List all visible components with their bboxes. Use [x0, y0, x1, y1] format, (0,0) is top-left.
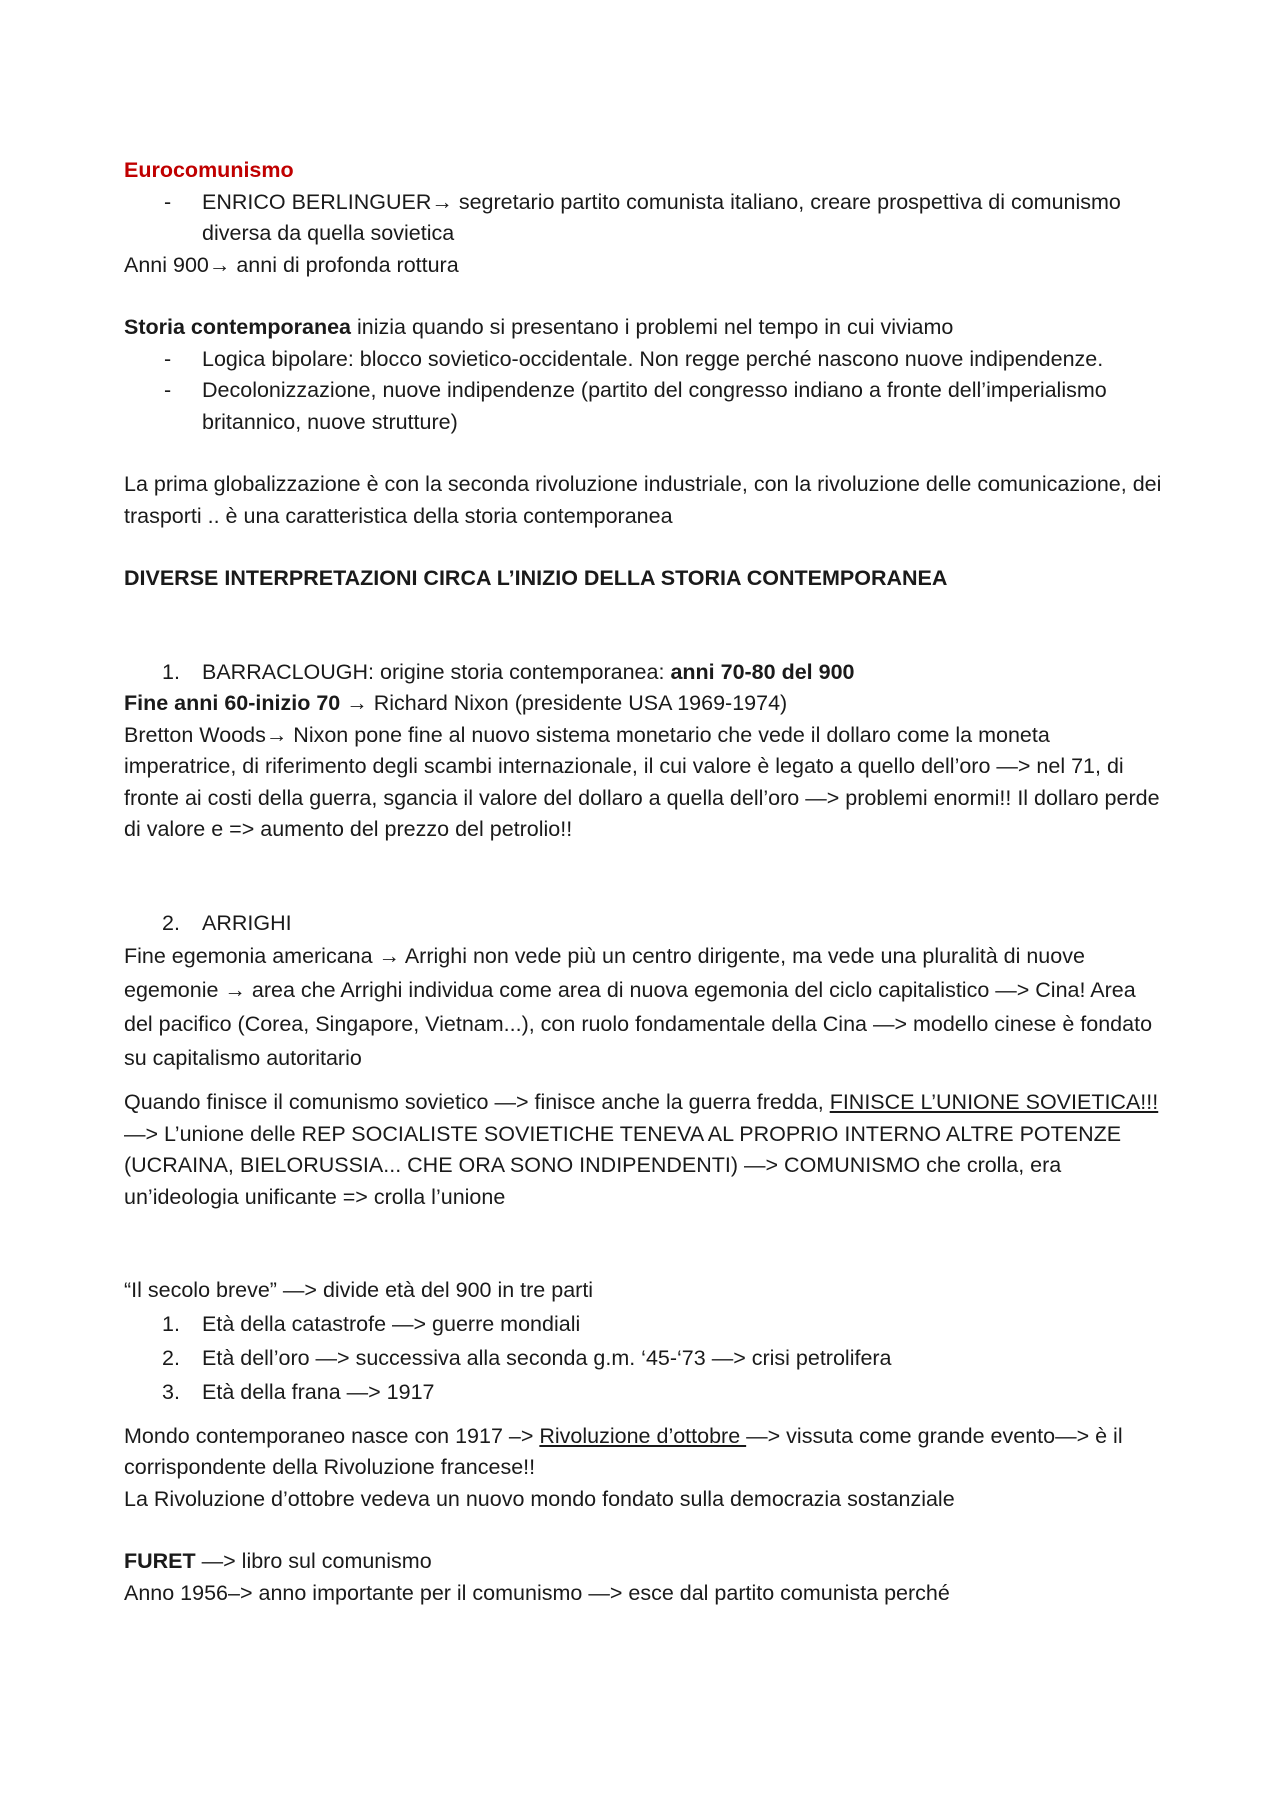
quando-pre: Quando finisce il comunismo sovietico —> finisce anche la guerra fredda,: [124, 1090, 830, 1114]
bretton-woods-paragraph: Bretton Woods→ Nixon pone fine al nuovo sistema monetario che vede il dollaro come la moneta imperatrice, di riferimento degli scambi internazionale, il cui valore è legato a quello dell’oro —> nel 71, di fronte ai costi della guerra, sgancia il valore del dollaro a quella dell’oro —> problemi enormi!! Il dollaro perde di valore e => aumento del prezzo del petrolio!!: [124, 722, 1160, 841]
heading-eurocomunismo: Eurocomunismo: [124, 158, 294, 182]
number-marker: 3.: [162, 1379, 180, 1404]
arrighi-text: ARRIGHI: [202, 910, 292, 935]
dash-marker: -: [164, 189, 172, 214]
furet-bold: FURET: [124, 1549, 196, 1573]
interpretazioni-heading: [124, 563, 1164, 595]
mondo-pre: Mondo contemporaneo nasce con 1917 –>: [124, 1423, 540, 1448]
document-body: [124, 155, 1164, 1609]
mondo-contemporaneo-paragraph: [124, 1421, 1164, 1484]
number-marker: 2.: [162, 910, 180, 935]
fine-anni-bold: Fine anni 60-inizio 70: [124, 691, 341, 715]
globalizzazione-paragraph: La prima globalizzazione è con la seconda rivoluzione industriale, con la rivoluzione delle comunicazione, dei trasporti .. è una caratteristica della storia contemporanea: [124, 472, 1162, 528]
numbered-oro: [124, 1341, 1164, 1375]
barraclough-text: BARRACLOUGH: origine storia contemporanea:: [202, 659, 671, 684]
arrighi-paragraph: Fine egemonia americana → Arrighi non vede più un centro dirigente, ma vede una pluralità di nuove egemonie → area che Arrighi individua come area di nuova egemonia del ciclo capitalistico —> Cina! Area del pacifico (Corea, Singapore, Vietnam...), con ruolo fondamentale della Cina —> modello cinese è fondato su capitalismo autoritario: [124, 944, 1153, 1070]
numbered-frana: [124, 1375, 1164, 1409]
number-marker: 1.: [162, 1311, 180, 1336]
secolo-breve-intro: “Il secolo breve” —> divide età del 900 in tre parti: [124, 1278, 594, 1302]
storia-rest: inizia quando si presentano i problemi nel tempo in cui viviamo: [351, 315, 954, 339]
dash-marker: -: [164, 378, 172, 402]
list-item-text: Età dell’oro —> successiva alla seconda g.m. ‘45-‘73 —> crisi petrolifera: [202, 1345, 892, 1370]
quando-post: —> L’unione delle REP SOCIALISTE SOVIETICHE TENEVA AL PROPRIO INTERNO ALTRE POTENZE (UCRAINA, BIELORUSSIA... CHE ORA SONO INDIPENDENTI) —> COMUNISMO che crolla, era un’ideologia unificante => crolla l’unione: [124, 1121, 1122, 1209]
fine-anni-rest: → Richard Nixon (presidente USA 1969-1974): [340, 691, 788, 715]
bullet-text: ENRICO BERLINGUER→ segretario partito comunista italiano, creare prospettiva di comunismo diversa da quella sovietica: [202, 189, 1121, 245]
fine-anni-line: [124, 688, 1164, 720]
bullet-decolonizzazione: [124, 375, 1164, 438]
numbered-barraclough: [124, 657, 1164, 689]
interpretazioni-title: DIVERSE INTERPRETAZIONI CIRCA L’INIZIO DELLA STORIA CONTEMPORANEA: [124, 566, 948, 590]
mondo-post: —> vissuta come grande evento—> è il corrispondente della Rivoluzione francese!!: [124, 1423, 1123, 1479]
rivoluzione-ottobre-line: La Rivoluzione d’ottobre vedeva un nuovo mondo fondato sulla democrazia sostanziale: [124, 1486, 955, 1511]
number-marker: 2.: [162, 1345, 180, 1370]
anni-900-line: Anni 900→ anni di profonda rottura: [124, 252, 459, 277]
dash-marker: -: [164, 346, 172, 371]
bullet-logica-bipolare: [124, 344, 1164, 376]
number-marker: 1.: [162, 659, 180, 684]
furet-rest: —> libro sul comunismo: [195, 1549, 432, 1573]
quando-finisce-paragraph: [124, 1087, 1164, 1213]
list-item-text: Età della catastrofe —> guerre mondiali: [202, 1311, 581, 1336]
bullet-text: Decolonizzazione, nuove indipendenze (partito del congresso indiano a fronte dell’imperialismo britannico, nuove strutture): [202, 378, 1107, 434]
numbered-arrighi: [124, 908, 1164, 940]
anno-1956-line: Anno 1956–> anno importante per il comunismo —> esce dal partito comunista perché: [124, 1580, 950, 1605]
bullet-berlinguer: [124, 187, 1164, 250]
barraclough-bold: anni 70-80 del 900: [670, 659, 855, 684]
bullet-text: Logica bipolare: blocco sovietico-occidentale. Non regge perché nascono nuove indipendenze.: [202, 346, 1104, 371]
numbered-catastrofe: [124, 1307, 1164, 1341]
storia-contemporanea-line: [124, 312, 1164, 344]
quando-underline: FINISCE L’UNIONE SOVIETICA!!!: [829, 1090, 1159, 1114]
mondo-underline: Rivoluzione d’ottobre: [539, 1423, 747, 1448]
storia-bold: Storia contemporanea: [124, 315, 351, 339]
furet-line: [124, 1546, 1164, 1578]
list-item-text: Età della frana —> 1917: [202, 1379, 435, 1404]
